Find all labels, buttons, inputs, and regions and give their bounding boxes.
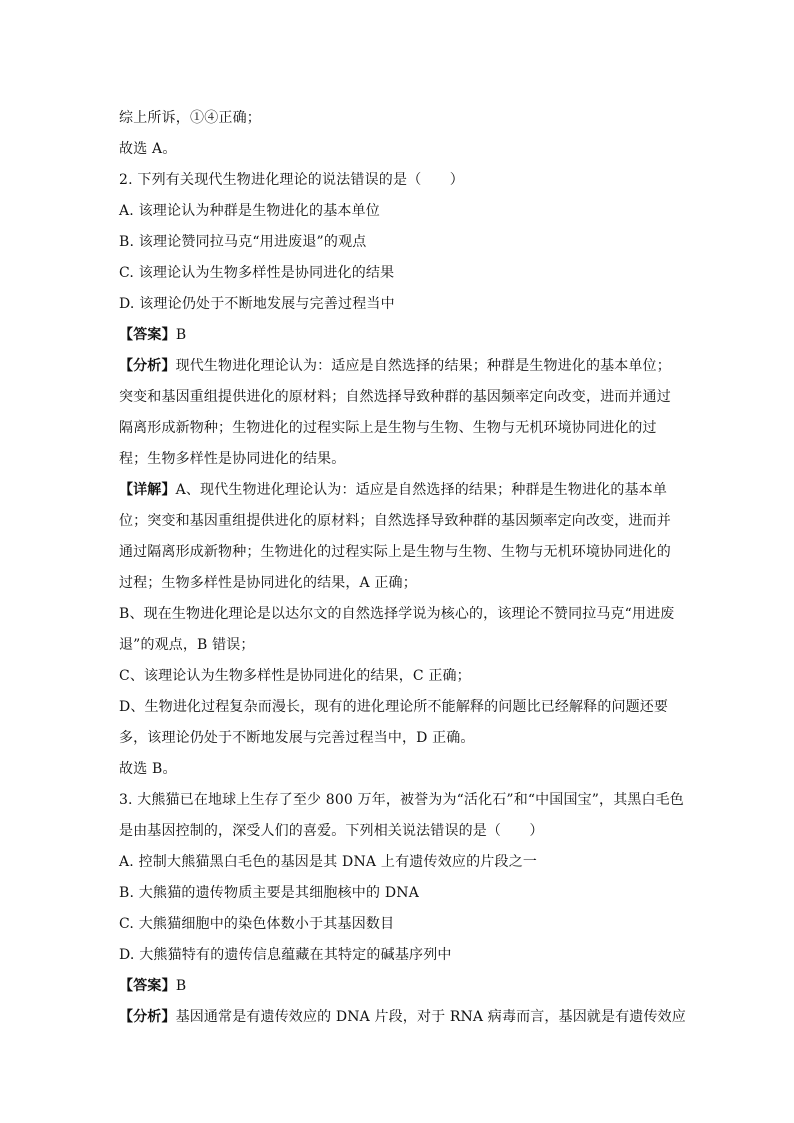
q3-stem-line-1: 3. 大熊猫已在地球上生存了至少 800 万年，被誉为为“活化石”和“中国国宝”，其黑白毛色 bbox=[119, 792, 684, 808]
q2-analysis-line-4: 程；生物多样性是协同进化的结果。 bbox=[119, 451, 346, 467]
q3-option-d: D. 大熊猫特有的遗传信息蕴藏在其特定的碱基序列中 bbox=[119, 947, 452, 963]
q2-detail-line-8: D、生物进化过程复杂而漫长，现有的进化理论所不能解释的问题比已经解释的问题还要 bbox=[119, 699, 669, 715]
q2-option-d: D. 该理论仍处于不断地发展与完善过程当中 bbox=[119, 296, 395, 312]
q2-detail-line-4: 过程；生物多样性是协同进化的结果，A 正确； bbox=[119, 575, 417, 591]
q2-analysis-label: 【分析】 bbox=[119, 358, 176, 374]
q2-option-c: C. 该理论认为生物多样性是协同进化的结果 bbox=[119, 265, 395, 281]
q3-answer-value: B bbox=[175, 978, 187, 994]
q3-option-c: C. 大熊猫细胞中的染色体数小于其基因数目 bbox=[119, 916, 395, 932]
q2-detail-line-7: C、该理论认为生物多样性是协同进化的结果，C 正确； bbox=[119, 668, 471, 684]
q3-stem-line-2: 是由基因控制的，深受人们的喜爱。下列相关说法错误的是（ ） bbox=[119, 823, 544, 839]
q2-detail-line-3: 通过隔离形成新物种；生物进化的过程实际上是生物与生物、生物与无机环境协同进化的 bbox=[119, 544, 671, 560]
q3-answer-label: 【答案】 bbox=[119, 978, 176, 994]
q1-choice-line: 故选 A。 bbox=[119, 141, 177, 157]
q2-detail-line-6: 退”的观点，B 错误； bbox=[119, 637, 255, 653]
q2-detail-text-1: A、现代生物进化理论认为：适应是自然选择的结果；种群是生物进化的基本单 bbox=[175, 482, 667, 498]
q2-stem: 2. 下列有关现代生物进化理论的说法错误的是（ ） bbox=[119, 172, 465, 188]
q2-analysis-line-2: 突变和基因重组提供进化的原材料；自然选择导致种群的基因频率定向改变，进而并通过 bbox=[119, 389, 671, 405]
q1-summary-line: 综上所诉，①④正确； bbox=[119, 110, 261, 126]
q2-detail-label: 【详解】 bbox=[119, 482, 176, 498]
q3-answer bbox=[119, 971, 675, 1002]
q3-option-a: A. 控制大熊猫黑白毛色的基因是其 DNA 上有遗传效应的片段之一 bbox=[119, 854, 538, 870]
q3-analysis-label: 【分析】 bbox=[119, 1009, 176, 1025]
q3-analysis-line-1 bbox=[119, 1002, 686, 1033]
q2-analysis-text-1: 现代生物进化理论认为：适应是自然选择的结果；种群是生物进化的基本单位； bbox=[175, 358, 671, 374]
q3-option-b: B. 大熊猫的遗传物质主要是其细胞核中的 DNA bbox=[119, 885, 420, 901]
document-body bbox=[119, 103, 686, 1033]
q2-detail-line-2: 位；突变和基因重组提供进化的原材料；自然选择导致种群的基因频率定向改变，进而并 bbox=[119, 513, 671, 529]
q2-answer bbox=[119, 320, 675, 351]
q2-answer-value: B bbox=[175, 327, 187, 343]
q2-detail-line-9: 多，该理论仍处于不断地发展与完善过程当中，D 正确。 bbox=[119, 730, 475, 746]
q2-analysis-line-1 bbox=[119, 351, 675, 382]
q2-answer-label: 【答案】 bbox=[119, 327, 176, 343]
q2-choice-line: 故选 B。 bbox=[119, 761, 177, 777]
q2-detail-line-5: B、现在生物进化理论是以达尔文的自然选择学说为核心的，该理论不赞同拉马克“用进废 bbox=[119, 606, 675, 622]
q2-option-b: B. 该理论赞同拉马克“用进废退”的观点 bbox=[119, 234, 367, 250]
q2-analysis-line-3: 隔离形成新物种；生物进化的过程实际上是生物与生物、生物与无机环境协同进化的过 bbox=[119, 420, 657, 436]
q2-detail-line-1 bbox=[119, 475, 675, 506]
q2-option-a: A. 该理论认为种群是生物进化的基本单位 bbox=[119, 203, 381, 219]
q3-analysis-text-1: 基因通常是有遗传效应的 DNA 片段，对于 RNA 病毒而言，基因就是有遗传效应 bbox=[175, 1009, 686, 1025]
